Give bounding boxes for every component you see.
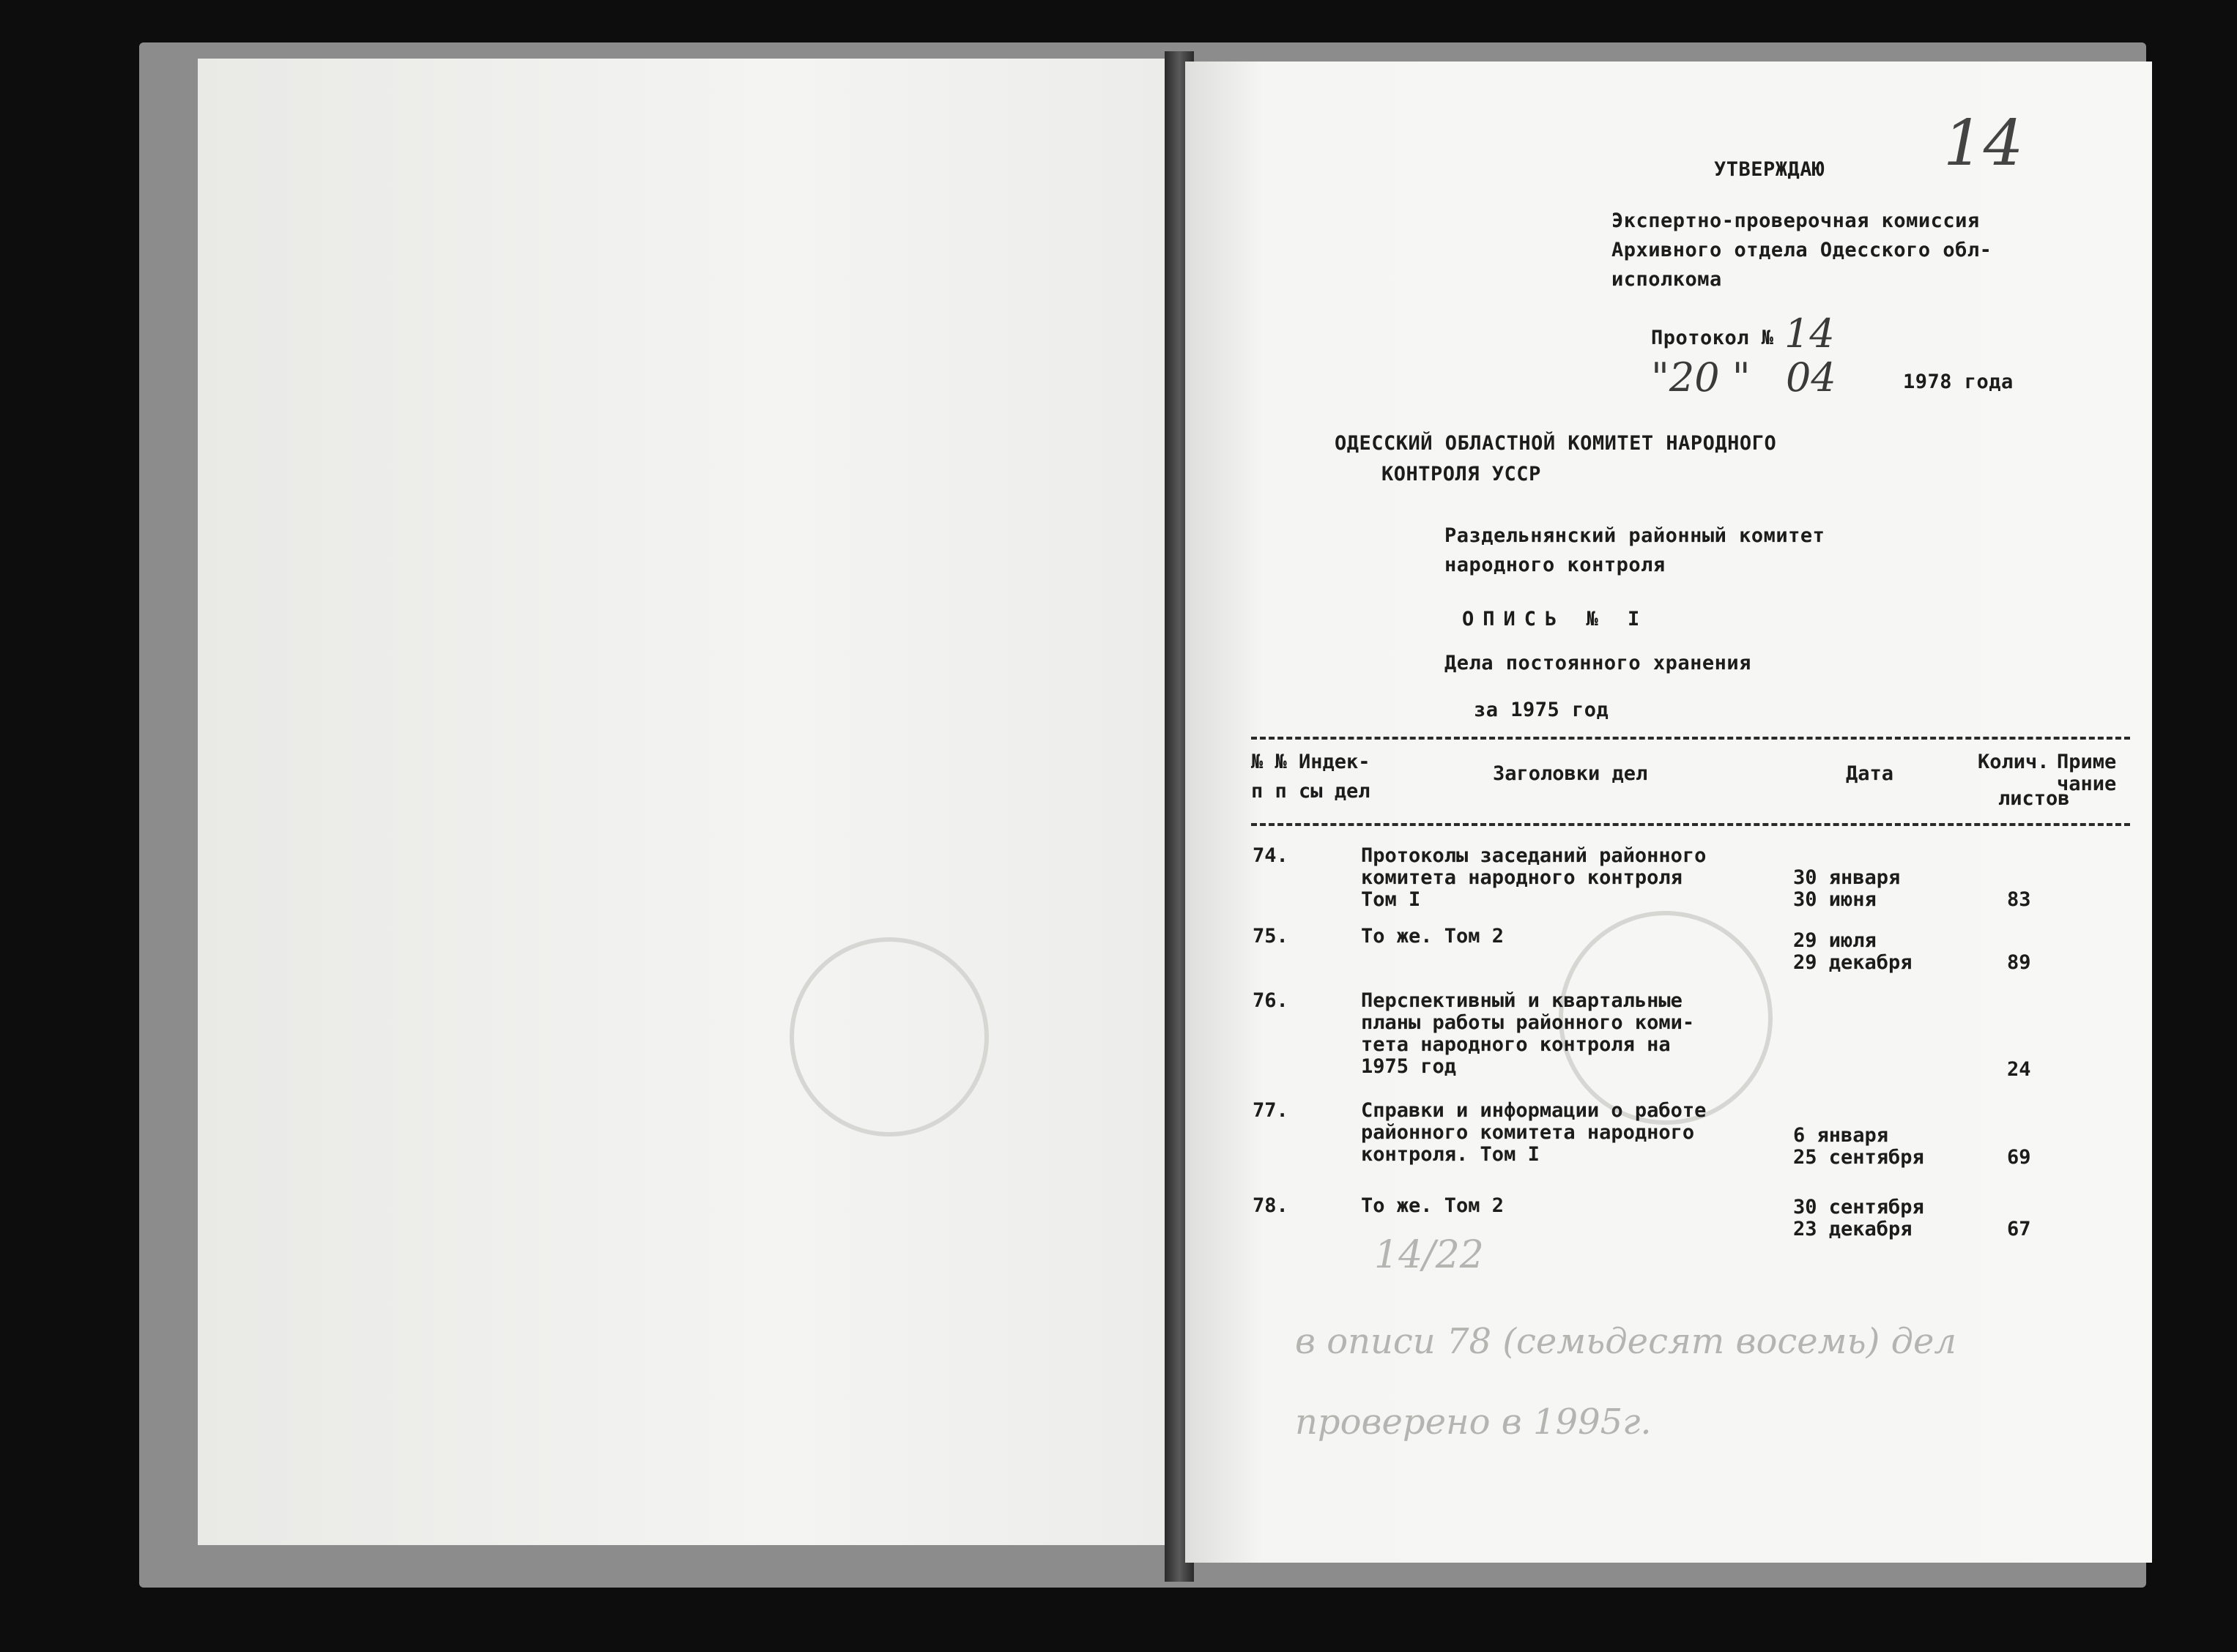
- row-74-date: 30 января 30 июня: [1793, 866, 1901, 911]
- organization-line-1: ОДЕССКИЙ ОБЛАСТНОЙ КОМИТЕТ НАРОДНОГО: [1335, 432, 1777, 455]
- annotation-hw-2: в описи 78 (семьдесят восемь) дел: [1295, 1321, 1956, 1362]
- annotation-hw-1: 14/22: [1374, 1233, 1484, 1277]
- inventory-subtitle: Дела постоянного хранения: [1444, 652, 1751, 674]
- right-page: [1185, 62, 2152, 1563]
- bleed-through-text: [198, 59, 1172, 1545]
- protocol-label: Протокол №: [1651, 327, 1774, 349]
- row-76-sheets: 24: [2007, 1058, 2031, 1081]
- header-num-2: п п сы дел: [1251, 780, 1370, 803]
- row-75-date: 29 июля 29 декабря: [1793, 929, 1913, 974]
- row-74-sheets: 83: [2007, 888, 2031, 911]
- row-78-title: То же. Том 2: [1361, 1194, 1505, 1217]
- stamp-ghost: [790, 937, 989, 1136]
- table-rule-header: [1251, 823, 2130, 826]
- approval-heading: УТВЕРЖДАЮ: [1714, 158, 1825, 181]
- row-77-num: 77.: [1253, 1099, 1288, 1122]
- row-77-date: 6 января 25 сентября: [1793, 1124, 1924, 1169]
- inventory-title: ОПИСЬ № I: [1462, 608, 1649, 630]
- header-title: Заголовки дел: [1493, 762, 1648, 785]
- approval-line-3: исполкома: [1611, 268, 1722, 291]
- header-sheets: Колич.: [1978, 751, 2049, 773]
- protocol-date-month: 04: [1786, 354, 1836, 401]
- protocol-date-year: 1978 года: [1903, 371, 2014, 393]
- row-75-sheets: 89: [2007, 951, 2031, 974]
- row-74-title: Протоколы заседаний районного комитета народного контроля Том I: [1361, 844, 1707, 911]
- inventory-period: за 1975 год: [1474, 699, 1609, 721]
- left-page: [198, 59, 1172, 1545]
- row-75-title: То же. Том 2: [1361, 925, 1505, 948]
- approval-line-2: Архивного отдела Одесского обл-: [1611, 239, 1992, 261]
- header-sheets-2: листов: [1998, 787, 2070, 810]
- header-num: № № Индек-: [1251, 751, 1370, 773]
- protocol-date-day: "20 ": [1651, 354, 1751, 401]
- row-78-num: 78.: [1253, 1194, 1288, 1217]
- handwritten-page-number: 14: [1943, 107, 2024, 180]
- row-75-num: 75.: [1253, 925, 1288, 948]
- organization-line-2: КОНТРОЛЯ УССР: [1381, 463, 1541, 485]
- row-78-date: 30 сентября 23 декабря: [1793, 1196, 1924, 1240]
- approval-line-1: Экспертно-проверочная комиссия: [1611, 209, 1980, 232]
- organization-sub-2: народного контроля: [1444, 554, 1666, 576]
- row-77-title: Справки и информации о работе районного комитета народного контроля. Том I: [1361, 1099, 1707, 1166]
- protocol-number: 14: [1784, 310, 1835, 357]
- row-76-num: 76.: [1253, 989, 1288, 1012]
- row-77-sheets: 69: [2007, 1146, 2031, 1169]
- row-74-num: 74.: [1253, 844, 1288, 867]
- row-76-title: Перспективный и квартальные планы работы районного коми- тета народного контроля на 1975 год: [1361, 989, 1695, 1078]
- header-note: Приме: [2057, 751, 2117, 773]
- header-date: Дата: [1846, 762, 1894, 785]
- header-note-2: чание: [2057, 773, 2117, 795]
- annotation-hw-3: проверено в 1995г.: [1295, 1402, 1652, 1443]
- organization-sub-1: Раздельнянский районный комитет: [1444, 524, 1825, 547]
- row-78-sheets: 67: [2007, 1218, 2031, 1240]
- table-rule-top: [1251, 737, 2130, 740]
